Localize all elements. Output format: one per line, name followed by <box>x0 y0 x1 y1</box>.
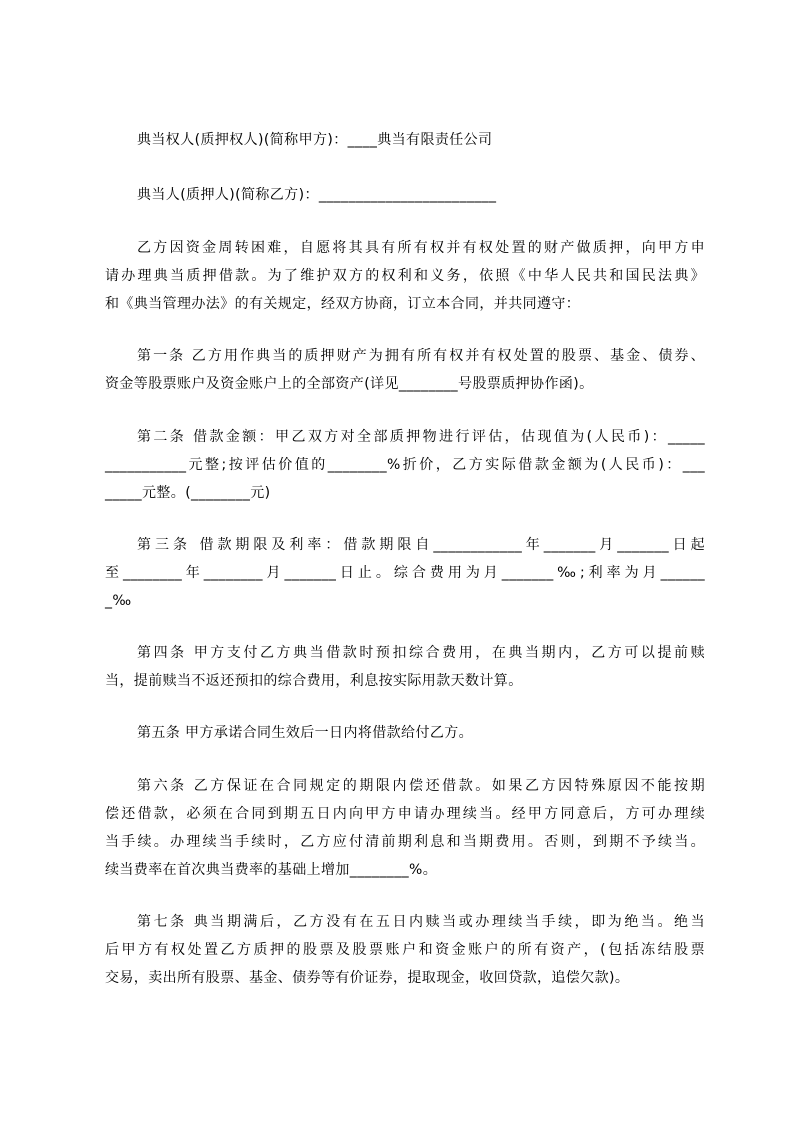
article4-line-1: 第四条 甲方支付乙方典当借款时预扣综合费用，在典当期内，乙方可以提前赎 <box>137 645 705 661</box>
article6-line-2: 偿还借款，必须在合同到期五日内向甲方申请办理续当。经甲方同意后，方可办理续 <box>105 806 705 822</box>
article4-line-2: 当，提前赎当不返还预扣的综合费用，利息按实际用款天数计算。 <box>105 673 523 689</box>
article2-line-1: 第二条 借款金额：甲乙双方对全部质押物进行评估，估现值为(人民币)：_____ <box>137 429 705 445</box>
article7-line-1: 第七条 典当期满后，乙方没有在五日内赎当或办理续当手续，即为绝当。绝当 <box>137 914 705 930</box>
article1-line-2: 资金等股票账户及资金账户上的全部资产(详见________号股票质押协作函)。 <box>105 376 594 392</box>
article5-line-1: 第五条 甲方承诺合同生效后一日内将借款给付乙方。 <box>137 725 474 741</box>
article1-line-1: 第一条 乙方用作典当的质押财产为拥有所有权并有权处置的股票、基金、债券、 <box>137 348 705 364</box>
article6-line-3: 当手续。办理续当手续时，乙方应付清前期利息和当期费用。否则，到期不予续当。 <box>105 834 705 850</box>
article2-line-3: _____元整。(________元) <box>105 485 271 501</box>
preamble-line-2: 请办理典当质押借款。为了维护双方的权利和义务，依照《中华人民共和国民法典》 <box>105 268 705 284</box>
article7-line-3: 交易，卖出所有股票、基金、债券等有价证券，提取现金，收回贷款，追偿欠款)。 <box>105 970 630 986</box>
article6-line-4: 续当费率在首次典当费率的基础上增加________%。 <box>105 862 438 878</box>
article2-line-2: ___________元整;按评估价值的________%折价，乙方实际借款金额为(人民币)：___ <box>105 457 705 473</box>
pawnbroker-line: 典当权人(质押权人)(简称甲方)：____典当有限责任公司 <box>137 132 493 148</box>
pawner-line: 典当人(质押人)(简称乙方)：________________________ <box>137 187 497 203</box>
article3-line-2: 至________年________月_______日止。综合费用为月_______‰;利率为月______ <box>105 565 705 581</box>
article3-line-3: _‰ <box>105 593 132 609</box>
article6-line-1: 第六条 乙方保证在合同规定的期限内偿还借款。如果乙方因特殊原因不能按期 <box>137 778 705 794</box>
preamble-line-3: 和《典当管理办法》的有关规定，经双方协商，订立本合同，并共同遵守： <box>105 296 581 312</box>
article7-line-2: 后甲方有权处置乙方质押的股票及股票账户和资金账户的所有资产，(包括冻结股票 <box>105 942 705 958</box>
article3-line-1: 第三条 借款期限及利率：借款期限自____________年_______月_______日起 <box>137 537 705 553</box>
preamble-line-1: 乙方因资金周转困难，自愿将其具有所有权并有权处置的财产做质押，向甲方申 <box>137 240 705 256</box>
